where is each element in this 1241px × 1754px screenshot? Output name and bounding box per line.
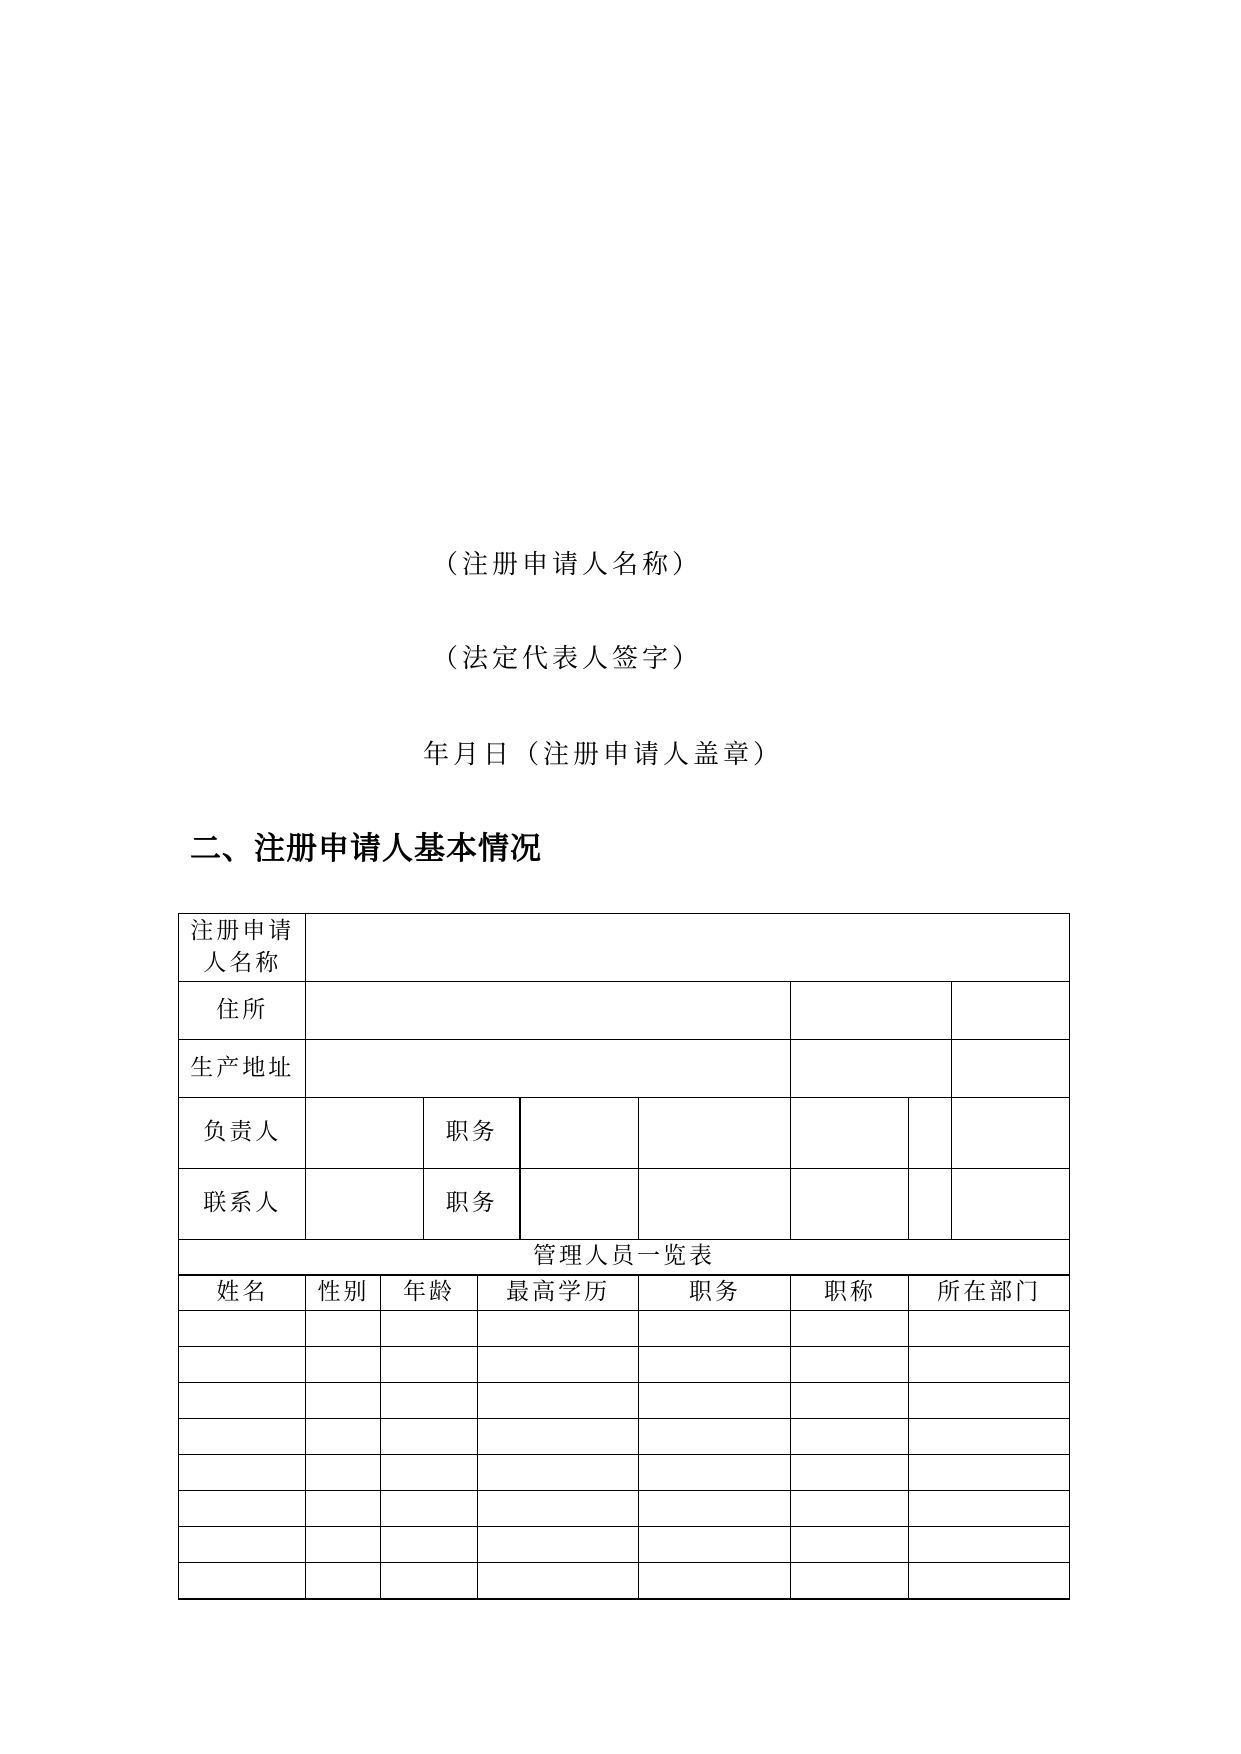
- cell-title[interactable]: [791, 1527, 909, 1563]
- production-address-extra-field-1[interactable]: [791, 1040, 952, 1098]
- residence-field[interactable]: [306, 982, 791, 1040]
- column-header-name: 姓名: [179, 1275, 306, 1311]
- cell-position[interactable]: [639, 1455, 791, 1491]
- cell-gender[interactable]: [306, 1419, 381, 1455]
- cell-age[interactable]: [381, 1491, 477, 1527]
- cell-age[interactable]: [381, 1563, 477, 1600]
- cell-education[interactable]: [477, 1419, 639, 1455]
- cell-age[interactable]: [381, 1311, 477, 1347]
- cell-education[interactable]: [477, 1455, 639, 1491]
- table-row: [179, 1311, 1070, 1347]
- cell-age[interactable]: [381, 1383, 477, 1419]
- contact-person-extra-field-1[interactable]: [639, 1169, 791, 1240]
- cell-education[interactable]: [477, 1311, 639, 1347]
- cell-name[interactable]: [179, 1491, 306, 1527]
- table-row: [179, 1383, 1070, 1419]
- cell-title[interactable]: [791, 1347, 909, 1383]
- column-header-gender: 性别: [306, 1275, 381, 1311]
- cell-gender[interactable]: [306, 1347, 381, 1383]
- cell-department[interactable]: [909, 1491, 1070, 1527]
- column-header-department: 所在部门: [909, 1275, 1070, 1311]
- cell-department[interactable]: [909, 1455, 1070, 1491]
- column-header-age: 年龄: [381, 1275, 477, 1311]
- cell-department[interactable]: [909, 1311, 1070, 1347]
- person-in-charge-position-field[interactable]: [520, 1098, 639, 1169]
- cell-gender[interactable]: [306, 1455, 381, 1491]
- production-address-extra-field-2[interactable]: [952, 1040, 1070, 1098]
- person-in-charge-label: 负责人: [179, 1098, 306, 1169]
- cell-age[interactable]: [381, 1419, 477, 1455]
- table-row: [179, 1455, 1070, 1491]
- cell-education[interactable]: [477, 1491, 639, 1527]
- cell-department[interactable]: [909, 1419, 1070, 1455]
- cell-position[interactable]: [639, 1311, 791, 1347]
- cell-name[interactable]: [179, 1383, 306, 1419]
- cell-name[interactable]: [179, 1455, 306, 1491]
- column-header-education: 最高学历: [477, 1275, 639, 1311]
- applicant-name-field[interactable]: [306, 914, 1070, 982]
- cell-education[interactable]: [477, 1383, 639, 1419]
- cell-position[interactable]: [639, 1491, 791, 1527]
- residence-extra-field-1[interactable]: [791, 982, 952, 1040]
- cell-gender[interactable]: [306, 1383, 381, 1419]
- cell-position[interactable]: [639, 1347, 791, 1383]
- cell-position[interactable]: [639, 1563, 791, 1600]
- cell-department[interactable]: [909, 1383, 1070, 1419]
- person-in-charge-extra-field-4[interactable]: [952, 1098, 1070, 1169]
- cell-department[interactable]: [909, 1527, 1070, 1563]
- cell-age[interactable]: [381, 1455, 477, 1491]
- person-in-charge-field[interactable]: [306, 1098, 424, 1169]
- applicant-name-label-cell: [179, 914, 306, 982]
- table-row: [179, 1563, 1070, 1600]
- person-in-charge-position-label: 职务: [424, 1098, 520, 1169]
- cell-gender[interactable]: [306, 1563, 381, 1600]
- cell-name[interactable]: [179, 1347, 306, 1383]
- date-seal-placeholder: 年月日（注册申请人盖章）: [423, 740, 784, 770]
- cell-title[interactable]: [791, 1311, 909, 1347]
- cell-gender[interactable]: [306, 1491, 381, 1527]
- contact-person-label: 联系人: [179, 1169, 306, 1240]
- contact-person-field[interactable]: [306, 1169, 424, 1240]
- cell-gender[interactable]: [306, 1311, 381, 1347]
- person-in-charge-extra-field-1[interactable]: [639, 1098, 791, 1169]
- production-address-label: 生产地址: [179, 1040, 306, 1098]
- cell-age[interactable]: [381, 1347, 477, 1383]
- person-in-charge-extra-field-3[interactable]: [909, 1098, 952, 1169]
- cell-name[interactable]: [179, 1311, 306, 1347]
- legal-rep-signature-placeholder: （法定代表人签字）: [432, 644, 703, 674]
- table-row: [179, 1527, 1070, 1563]
- cell-title[interactable]: [791, 1383, 909, 1419]
- contact-person-extra-field-3[interactable]: [909, 1169, 952, 1240]
- cell-title[interactable]: [791, 1491, 909, 1527]
- contact-person-extra-field-4[interactable]: [952, 1169, 1070, 1240]
- cell-title[interactable]: [791, 1455, 909, 1491]
- production-address-field[interactable]: [306, 1040, 791, 1098]
- table-row: [179, 1347, 1070, 1383]
- residence-label: 住所: [179, 982, 306, 1040]
- cell-age[interactable]: [381, 1527, 477, 1563]
- applicant-name-placeholder: （注册申请人名称）: [432, 550, 703, 580]
- person-in-charge-extra-field-2[interactable]: [791, 1098, 909, 1169]
- applicant-name-label: 注册申请人名称: [190, 918, 295, 976]
- table-row: [179, 1491, 1070, 1527]
- cell-department[interactable]: [909, 1563, 1070, 1600]
- contact-person-position-field[interactable]: [520, 1169, 639, 1240]
- cell-position[interactable]: [639, 1419, 791, 1455]
- cell-education[interactable]: [477, 1527, 639, 1563]
- cell-name[interactable]: [179, 1563, 306, 1600]
- cell-title[interactable]: [791, 1419, 909, 1455]
- cell-position[interactable]: [639, 1527, 791, 1563]
- cell-name[interactable]: [179, 1419, 306, 1455]
- table-row: [179, 1419, 1070, 1455]
- applicant-info-form: [178, 913, 1070, 1600]
- staff-table-caption: 管理人员一览表: [179, 1240, 1070, 1276]
- cell-gender[interactable]: [306, 1527, 381, 1563]
- cell-name[interactable]: [179, 1527, 306, 1563]
- cell-position[interactable]: [639, 1383, 791, 1419]
- section-title: 二、注册申请人基本情况: [190, 831, 542, 867]
- cell-education[interactable]: [477, 1347, 639, 1383]
- cell-department[interactable]: [909, 1347, 1070, 1383]
- column-header-title: 职称: [791, 1275, 909, 1311]
- contact-person-position-label: 职务: [424, 1169, 520, 1240]
- residence-extra-field-2[interactable]: [952, 982, 1070, 1040]
- column-header-position: 职务: [639, 1275, 791, 1311]
- cell-education[interactable]: [477, 1563, 639, 1600]
- cell-title[interactable]: [791, 1563, 909, 1600]
- contact-person-extra-field-2[interactable]: [791, 1169, 909, 1240]
